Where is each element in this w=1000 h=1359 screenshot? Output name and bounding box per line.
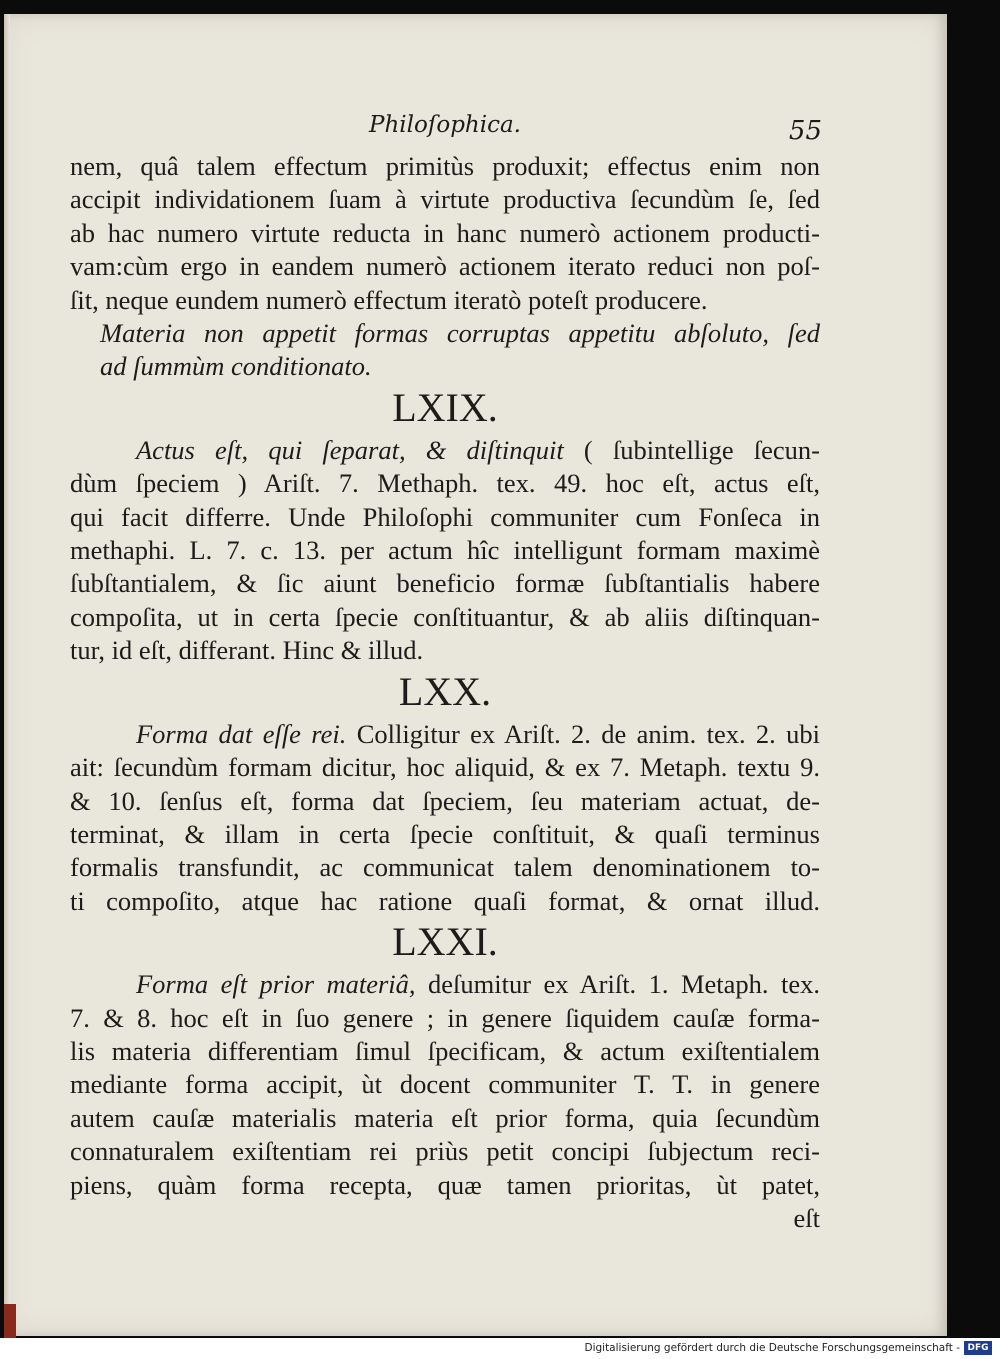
text-line: ſit, neque eundem numerò effectum iteratò poteſt producere. <box>70 284 708 315</box>
text-line: connaturalem exiſtentiam rei priùs petit concipi ſubjectum reci- <box>70 1136 820 1167</box>
text-line: methaphi. L. 7. c. 13. per actum hîc intelligunt formam maximè <box>70 535 820 566</box>
text-line: nem, quâ talem effectum primitùs produxit; effectus enim non <box>70 151 820 181</box>
section-lead: Forma eſt prior materiâ, <box>136 969 416 1000</box>
text-line <box>70 718 820 751</box>
book-page <box>4 14 947 1336</box>
text-line: 7. & 8. hoc eſt in ſuo genere ; in genere ſiquidem cauſæ forma- <box>70 1002 820 1033</box>
page-edge <box>4 14 10 1336</box>
section-lxix <box>70 386 820 668</box>
page-number: 55 <box>788 116 822 146</box>
section-numeral: LXXI. <box>392 919 498 965</box>
section-numeral: LXIX. <box>392 384 498 430</box>
dfg-logo: DFG <box>964 1341 992 1355</box>
text-line: formalis transfundit, ac communicat talem denominationem to- <box>70 852 820 883</box>
text-line: tur, id eſt, differant. Hinc & illud. <box>70 635 424 666</box>
text-line: autem cauſæ materialis materia eſt prior forma, quia ſecundùm <box>70 1102 820 1133</box>
text-line: accipit individationem ſuam à virtute productiva ſecundùm ſe, ſed <box>70 184 820 215</box>
page-content <box>70 110 820 1235</box>
funding-credit: Digitalisierung gefördert durch die Deutsche Forschungsgemeinschaft - <box>584 1342 960 1354</box>
text-line: mediante forma accipit, ùt docent communiter T. T. in genere <box>70 1069 820 1100</box>
text-line: ſubſtantialem, & ſic aiunt beneficio formæ ſubſtantialis habere <box>70 568 820 599</box>
text-line <box>70 434 820 467</box>
text-line: compoſita, ut in certa ſpecie conſtituantur, & ab aliis diſtinquan- <box>70 601 820 632</box>
text-line: lis materia differentiam ſimul ſpecificam, & actum exiſtentialem <box>70 1035 820 1066</box>
intro-paragraph <box>70 150 820 317</box>
text-line: terminat, & illam in certa ſpecie conſtituit, & quaſi terminus <box>70 818 820 849</box>
section-lead: Forma dat eſſe rei. <box>136 718 347 749</box>
section-lxx <box>70 670 820 918</box>
catchword: eſt <box>793 1202 820 1233</box>
text-line: dùm ſpeciem ) Ariſt. 7. Methaph. tex. 49. hoc eſt, actus eſt, <box>70 468 820 499</box>
text-line: ti compoſito, atque hac ratione quaſi format, & ornat illud. <box>70 885 820 916</box>
text-fragment: Colligitur ex Ariſt. 2. de anim. tex. 2. ubi <box>356 718 821 749</box>
section-numeral: LXX. <box>398 668 492 714</box>
text-line: ab hac numero virtute reducta in hanc numerò actionem producti- <box>70 217 820 248</box>
text-fragment: ( ſubintellige ſecun- <box>583 434 821 465</box>
thesis-line: Materia non appetit formas corruptas appetitu abſoluto, ſed <box>100 318 820 349</box>
text-line: qui facit differre. Unde Philoſophi communiter cum Fonſeca in <box>70 501 820 532</box>
footer-bar <box>0 1338 1000 1359</box>
text-line: & 10. ſenſus eſt, forma dat ſpeciem, ſeu materiam actuat, de- <box>70 785 820 816</box>
text-line <box>70 968 820 1001</box>
page-header <box>70 110 820 150</box>
section-lead: Actus eſt, qui ſeparat, & diſtinquit <box>136 434 564 465</box>
running-head: Philoſophica. <box>368 112 521 138</box>
text-fragment: deſumitur ex Ariſt. 1. Metaph. tex. <box>428 969 821 1000</box>
section-lxxi <box>70 920 820 1202</box>
thesis-line: ad ſummùm conditionato. <box>100 351 372 382</box>
text-line: piens, quàm forma recepta, quæ tamen prioritas, ùt patet, <box>70 1169 820 1200</box>
text-line: vam:cùm ergo in eandem numerò actionem iterato reduci non poſ- <box>70 251 820 282</box>
thesis-statement <box>70 317 820 384</box>
text-line: ait: ſecundùm formam dicitur, hoc aliquid, & ex 7. Metaph. textu 9. <box>70 752 820 783</box>
